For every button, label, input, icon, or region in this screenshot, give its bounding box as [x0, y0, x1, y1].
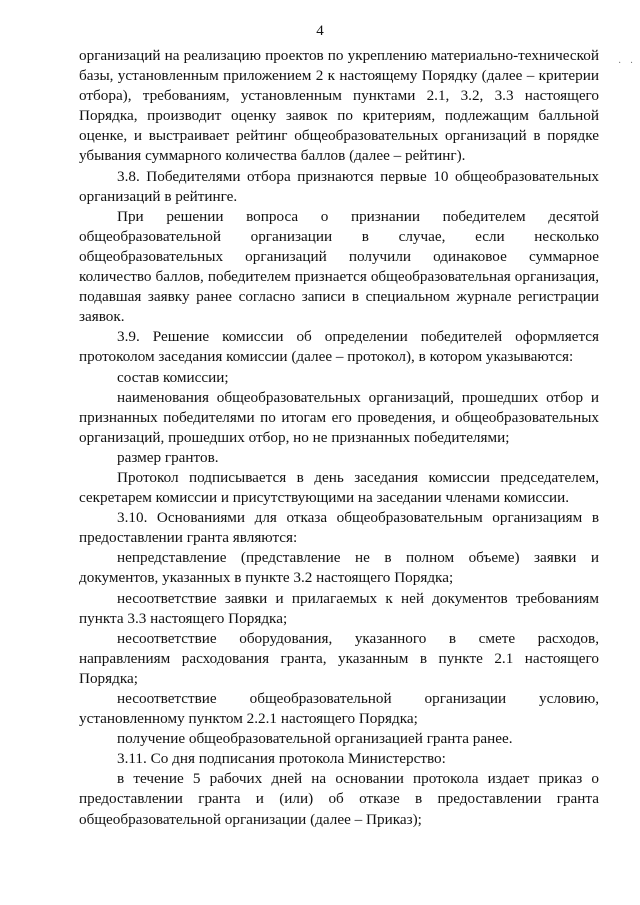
list-item-commission: состав комиссии;: [117, 368, 229, 386]
paragraph-3-8: 3.8. Победителями отбора признаются первые 10 общеобразовательных организаций в рейтинге.: [79, 167, 599, 205]
paragraph-3-11: 3.11. Со дня подписания протокола Министерство:: [117, 750, 446, 768]
list-item-organizations: наименования общеобразовательных организаций, прошедших отбор и признанных победителями по итогам его проведения, и общеобразовательных организаций, прошедших отбор, но не признанных победителями;: [79, 388, 599, 446]
list-item-grant-size: размер грантов.: [117, 448, 219, 466]
margin-mark: · ·: [618, 58, 637, 69]
document-body: [79, 46, 599, 830]
paragraph-3-9: 3.9. Решение комиссии об определении победителей оформляется протоколом заседания комиссии (далее – протокол), в котором указываются:: [79, 328, 599, 366]
list-item-refusal-4: несоответствие общеобразовательной организации условию, установленному пунктом 2.2.1 настоящего Порядка;: [79, 690, 599, 728]
page-number: 4: [316, 23, 324, 39]
list-item-order: в течение 5 рабочих дней на основании протокола издает приказ о предоставлении гранта и (или) об отказе в предоставлении гранта общеобразовательной организации (далее – Приказ);: [79, 770, 599, 828]
list-item-refusal-3: несоответствие оборудования, указанного в смете расходов, направлениям расходования гранта, указанным в пункте 2.1 настоящего Порядка;: [79, 629, 599, 687]
list-item-refusal-2: несоответствие заявки и прилагаемых к ней документов требованиям пункта 3.3 настоящего Порядка;: [79, 589, 599, 627]
paragraph-continuation: организаций на реализацию проектов по укреплению материально-технической базы, установленным приложением 2 к настоящему Порядку (далее – критерии отбора), требованиям, установленным пунктами 2.1, 3.2, 3.3 настоящего Порядка, производит оценку заявок по критериям, подлежащим балльной оценке, и выстраивает рейтинг общеобразовательных организаций в порядке убывания суммарного количества баллов (далее – рейтинг).: [79, 47, 599, 165]
paragraph-tie-rule: При решении вопроса о признании победителем десятой общеобразовательной организации в случае, если несколько общеобразовательных организаций получили одинаковое суммарное количество баллов, победителем признается общеобразовательная организация, подавшая заявку ранее согласно записи в специальном журнале регистрации заявок.: [79, 207, 599, 326]
paragraph-protocol-signing: Протокол подписывается в день заседания комиссии председателем, секретарем комиссии и присутствующими на заседании членами комиссии.: [79, 468, 599, 507]
paragraph-3-10: 3.10. Основаниями для отказа общеобразовательным организациям в предоставлении гранта являются:: [79, 509, 599, 547]
list-item-refusal-5: получение общеобразовательной организацией гранта ранее.: [117, 730, 513, 748]
list-item-refusal-1: непредставление (представление не в полном объеме) заявки и документов, указанных в пункте 3.2 настоящего Порядка;: [79, 549, 599, 587]
